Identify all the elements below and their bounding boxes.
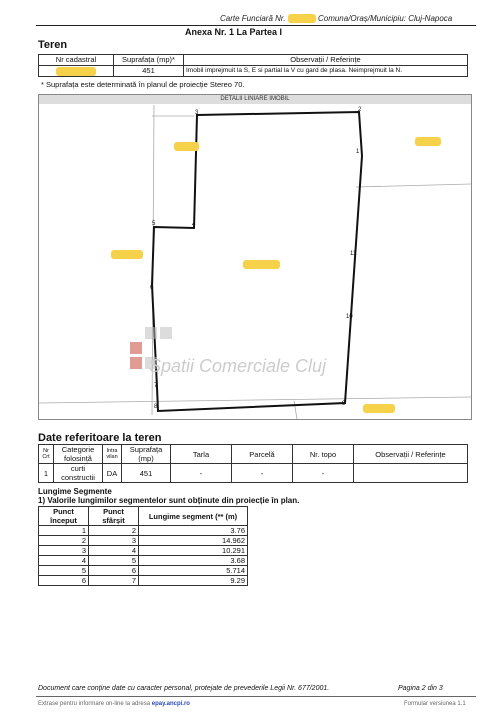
col-categorie: Categorie folosință [54,445,103,464]
cell-punct-sfarsit: 4 [89,546,139,556]
col-lungime: Lungime segment (** (m) [139,507,248,526]
col-nr-cadastral: Nr cadastral [39,55,114,66]
watermark-text: Spatii Comerciale Cluj [149,356,327,376]
segment-lengths-note: 1) Valorile lungimilor segmentelor sunt obținute din proiecție în plan. [38,496,300,505]
cell-lungime: 3.76 [139,526,248,536]
col-nr-crt: Nr Crt [39,445,54,464]
vertex-label-6: 6 [150,285,154,291]
cell-nr-cadastral [39,66,114,77]
footer-divider [36,696,476,697]
header-divider [36,25,476,26]
col-suprafata: Suprafața (mp)* [114,55,184,66]
vertex-label-11: 11 [350,251,357,257]
land-details-table [38,444,468,483]
cell-punct-inceput: 3 [39,546,89,556]
cell-observatii-2 [354,464,468,483]
form-version: Formular versiunea 1.1 [404,701,466,707]
cell-punct-sfarsit: 3 [89,536,139,546]
cell-lungime: 14.962 [139,536,248,546]
header-right: Comuna/Oraș/Municipiu: Cluj-Napoca [317,14,453,23]
cell-lungime: 10.291 [139,546,248,556]
extract-text: Extrase pentru informare on-line la adresa [38,701,151,707]
legal-notice: Document care conține date cu caracter personal, protejate de prevederile Legii Nr. 677/2001. [38,685,330,692]
cell-lungime: 3.68 [139,556,248,566]
section-title-teren: Teren [38,39,68,51]
cell-observatii: Imobil imprejmuit la S, E si partial la V cu gard de plasa. Neimprejmuit la N. [184,66,468,77]
header-left: Carte Funciară Nr. [220,14,286,23]
table-row [39,566,248,576]
vertex-label-2: 2 [358,107,362,113]
col-punct-sfarsit: Punct sfârșit [89,507,139,526]
col-tarla: Tarla [171,445,232,464]
cell-nr-topo: - [293,464,354,483]
cell-punct-inceput: 5 [39,566,89,576]
cell-lungime: 5.714 [139,566,248,576]
table-row [39,556,248,566]
col-suprafata-2: Suprafața (mp) [122,445,171,464]
col-parcela: Parcelă [232,445,293,464]
header-reference [220,14,452,23]
cell-punct-sfarsit: 7 [89,576,139,586]
vertex-label-7: 7 [154,383,158,389]
online-extract-note [38,701,190,707]
cell-punct-inceput: 6 [39,576,89,586]
vertex-label-4: 4 [192,222,196,228]
table-row [39,576,248,586]
table-row [39,66,468,77]
col-intravilan: Intra vilan [103,445,122,464]
teren-table [38,54,468,77]
table-row [39,546,248,556]
col-punct-inceput: Punct început [39,507,89,526]
cell-lungime: 9.29 [139,576,248,586]
cell-intravilan: DA [103,464,122,483]
redacted-cf-number [288,14,316,23]
plan-drawing [39,95,471,419]
table-row [39,526,248,536]
col-nr-topo: Nr. topo [293,445,354,464]
col-observatii-2: Observații / Referințe [354,445,468,464]
plan-title: DETALII LINIARE IMOBIL [39,95,471,104]
table-row [39,464,468,483]
vertex-label-3: 3 [195,110,199,116]
segment-lengths-table [38,506,248,586]
cell-suprafata-2: 451 [122,464,171,483]
vertex-label-5: 5 [152,221,156,227]
col-observatii: Observații / Referințe [184,55,468,66]
cell-punct-sfarsit: 6 [89,566,139,576]
cell-punct-inceput: 2 [39,536,89,546]
redacted-nr-cadastral [56,67,96,76]
section-title-date-teren: Date referitoare la teren [38,432,162,444]
vertex-label-1: 1 [356,149,360,155]
cell-punct-sfarsit: 5 [89,556,139,566]
vertex-label-8: 8 [154,404,158,410]
parcel-plan [38,94,472,420]
table-row [39,536,248,546]
annex-title: Anexa Nr. 1 La Partea I [185,27,283,37]
cell-suprafata: 451 [114,66,184,77]
cell-parcela: - [232,464,293,483]
epay-link[interactable]: epay.ancpi.ro [151,701,190,707]
cell-punct-inceput: 1 [39,526,89,536]
cell-punct-sfarsit: 2 [89,526,139,536]
cell-punct-inceput: 4 [39,556,89,566]
vertex-label-10: 10 [346,314,353,320]
cell-categorie: curti constructii [54,464,103,483]
projection-note: * Suprafața este determinată în planul de proiecție Stereo 70. [41,80,245,89]
cell-tarla: - [171,464,232,483]
page-number: Pagina 2 din 3 [398,685,443,692]
vertex-label-9: 9 [342,401,346,407]
segment-lengths-title: Lungime Segmente [38,487,112,496]
cell-nr-crt: 1 [39,464,54,483]
